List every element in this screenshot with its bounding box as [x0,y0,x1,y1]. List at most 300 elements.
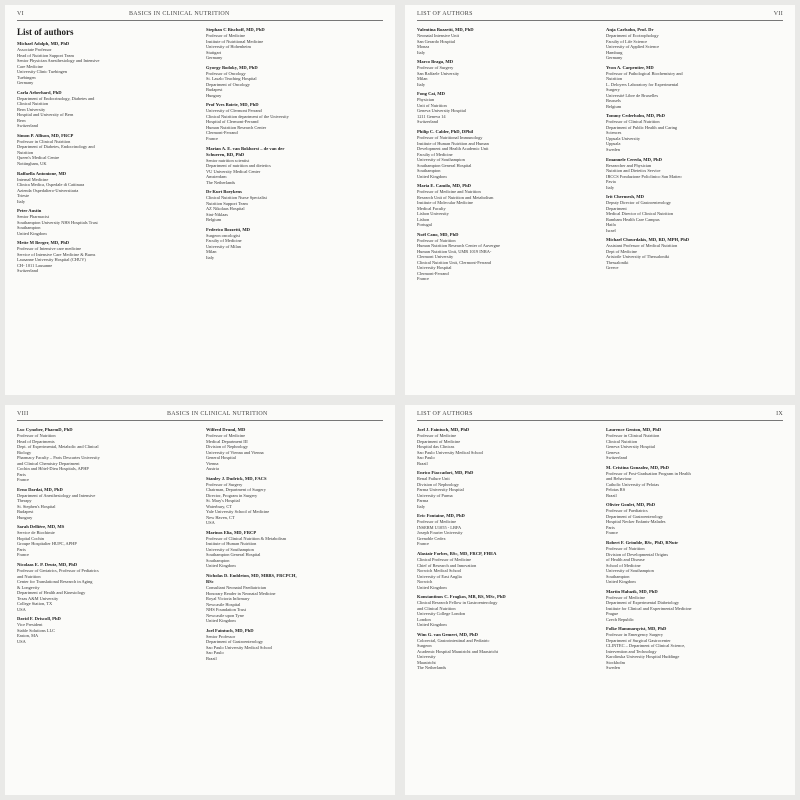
affiliation-line: College Station, TX [17,601,53,607]
affiliation-line: Department of Endocrinology, Diabetes and [17,95,95,101]
affiliation-line: Paris [17,546,26,552]
author-entry [417,513,594,547]
affiliation-line: Queen's Medical Centre [17,155,60,161]
author-columns [17,427,383,665]
author-name: Sarah Dellière, MD, MS [17,524,65,530]
affiliation-line: United Kingdom [417,584,447,590]
affiliation-line: University Hospital [417,265,452,271]
affiliation-line: Nutrition [17,149,34,155]
author-name: Olivier Goulet, MD, PhD [606,502,656,508]
page-vi [5,5,395,395]
affiliation-line: Professor of Medicine and Nutrition [417,189,481,195]
affiliation-line: Czech Republic [606,616,634,622]
author-name: Dr Kurt Boeykens [206,189,242,195]
affiliation-line: Thessaloniki [606,259,629,265]
affiliation-line: of Health and Disease [606,557,645,563]
author-entry [17,616,194,644]
affiliation-line: Consultant Neonatal Paediatrician [206,585,266,591]
author-name: Marian A. E. van Bokhorst – de van der [206,145,285,151]
affiliation-line: Renal Failure Unit [417,476,450,482]
page-number: VI [17,11,24,17]
author-column [206,27,383,278]
author-entry [606,465,783,499]
affiliation-line: Newcastle Hospital [206,601,241,607]
affiliation-line: AZ Nikolaas Hospital [206,206,245,212]
affiliation-line: Nutrition [606,76,623,82]
author-name: Erno Dardai, MD, PhD [17,486,63,492]
author-name: Laurence Genton, MD, PhD [606,427,662,432]
affiliation-line: Cochin and Hôtel-Dieu Hospitals, APHP [17,466,89,471]
affiliation-line: Portugal [417,222,432,228]
affiliation-line: Pavia [606,179,616,185]
affiliation-line: Human Nutrition Unit, UMR 1019 INRA- [417,248,492,254]
author-entry [17,487,194,521]
affiliation-line: Brazil [206,655,217,661]
author-entry [606,194,783,233]
affiliation-line: Greece [606,265,619,271]
affiliation-line: Professor of Nutrition [606,546,645,552]
affiliation-line: Karolinska University Hospital Huddinge [606,654,680,660]
affiliation-line: Grenoble Cedex [417,535,446,541]
author-name: Prof Yves Boirie, MD, PhD [206,102,259,108]
affiliation-line: Medical Director of Clinical Nutrition [606,211,674,217]
author-name: Alastair Forbes, BSc, MD, FRCP, FHEA [417,551,497,557]
page-header [417,11,783,21]
affiliation-line: Austria [206,466,219,471]
author-entry [606,626,783,671]
affiliation-line: Professor of Medicine [206,433,246,438]
affiliation-line: Dept of Medicine [606,248,637,254]
affiliation-line: NHS Foundation Trust [206,607,247,613]
affiliation-line: Senior Physician Anesthesiology and Intensive [17,58,100,63]
affiliation-line: Germany [606,55,623,60]
affiliation-line: Sao Paulo [417,455,435,460]
affiliation-line: Southampton [606,573,630,579]
affiliation-line: Stable Solutions LLC [17,627,56,633]
affiliation-line: Department of Medicine [417,438,461,444]
affiliation-line: Paris [17,471,26,477]
affiliation-line: Hamburg [606,49,623,55]
author-name: Marco Braga, MD [417,59,454,65]
affiliation-line: Hospital and University of Bern [17,112,74,118]
affiliation-line: Professor in Emergency Surgery [606,632,664,638]
author-column [606,27,783,286]
affiliation-line: University of Hohenheim [206,44,251,49]
affiliation-line: Senior Professor [206,633,236,639]
affiliation-line: Institute of Nutritional Medicine [206,38,264,44]
affiliation-line: General Hospital [206,455,236,460]
affiliation-line: 1211 Geneva 14 [417,113,446,119]
affiliation-line: USA [17,606,26,612]
author-name-continued: BSc [206,579,214,585]
author-name: Philip C. Calder, PhD, DPhil [417,129,474,135]
author-entry [206,102,383,141]
affiliation-line: Bern University [17,106,46,112]
affiliation-line: Hospital Necker Enfants-Malades [606,519,666,525]
affiliation-line: Department [606,205,627,211]
affiliation-line: Professor of Medicine [417,433,457,438]
author-name: Folke Hammarqvist, MD, PhD [606,626,667,632]
author-name: Gyorgy Bodoky, MD, PhD [206,64,258,70]
affiliation-line: Southampton [206,557,230,563]
affiliation-line: and Clinical Chemistry Department [17,460,80,466]
author-name: Simon P. Allison, MD, FRCP [17,132,74,138]
affiliation-line: Department of Public Health and Caring [606,124,678,130]
affiliation-line: United Kingdom [206,563,236,569]
affiliation-line: University of Vienna and Vienna [206,449,264,455]
author-entry [606,502,783,536]
author-name: Luc Cynober, PharmD, PhD [17,427,73,432]
affiliation-line: Clinical Nutrition Unit, Clermont-Ferrand [417,259,491,265]
author-entry [417,27,594,55]
affiliation-line: Germany [206,55,223,60]
affiliation-line: Institute of Human Nutrition and Human [417,140,489,146]
affiliation-line: Senior Pharmacist [17,214,50,220]
author-entry [606,65,783,110]
affiliation-line: Lausanne University Hospital (CHUV) [17,257,86,263]
affiliation-line: Clinical Nutrition Nurse Specialist [206,195,267,201]
affiliation-line: Paris [606,524,615,530]
author-entry [17,562,194,612]
affiliation-line: France [17,552,29,558]
author-entry [206,227,383,261]
page-vii [405,5,795,395]
affiliation-line: Clinical Nutrition [606,438,638,444]
affiliation-line: Joseph Fourier University [417,530,463,536]
affiliation-line: Easton, MA [17,633,39,639]
affiliation-line: Professor of Clinical Nutrition & Metabolism [206,535,287,541]
affiliation-line: Texas A&M University [17,595,59,601]
affiliation-line: Milan [206,249,217,255]
affiliation-line: Clermont-Ferrand [417,270,449,276]
affiliation-line: Physician [417,97,435,103]
affiliation-line: Academic Hospital Maastricht and Maastricht [417,648,498,654]
author-column [17,27,194,278]
author-entry [417,551,594,590]
affiliation-line: Newcastle upon Tyne [206,612,244,618]
affiliation-line: United Kingdom [206,618,236,624]
author-entry [206,146,383,186]
affiliation-line: Southampton General Hospital [206,552,261,558]
affiliation-line: University of Southampton [606,568,654,574]
affiliation-line: IRCCS Fondazione Policlinico San Matteo [606,173,682,179]
affiliation-line: Associate Professor [17,47,52,52]
affiliation-line: VU University Medical Center [206,168,261,174]
affiliation-line: University Clinic Tuebingen [17,69,68,74]
author-name: Marinos Elia, MD, FRCP [206,529,257,535]
affiliation-line: Professor of Medicine [206,33,246,38]
author-column [417,27,594,286]
affiliation-line: Division of Nephrology [417,481,459,487]
author-name: Michael Adolph, MD, PhD [17,41,70,46]
author-entry [417,91,594,125]
author-entry [17,240,194,274]
affiliation-line: Norwich Medical School [417,568,462,574]
affiliation-line: Clermont-Ferrand [206,130,238,136]
affiliation-line: Department of Experimental Diabetology [606,600,680,606]
affiliation-line: University of Applied Science [606,44,660,49]
affiliation-line: Brussels [606,98,621,104]
affiliation-line: Milan [417,76,428,82]
affiliation-line: Geneva [606,449,620,455]
affiliation-line: The Netherlands [206,179,236,185]
affiliation-line: Division of Nephrology [206,444,248,449]
affiliation-line: Biology [17,449,32,455]
author-entry [417,232,594,282]
affiliation-line: Division of Developmental Origins [606,551,669,557]
affiliation-line: Italy [417,49,426,55]
affiliation-line: Italy [417,503,426,509]
affiliation-line: Clermont University [417,254,454,260]
author-entry [17,133,194,167]
affiliation-line: Professor of Post-Graduation Program in Health [606,470,691,476]
affiliation-line: University of East Anglia [417,573,462,579]
affiliation-line: Clinical Professor of Medicine [417,557,472,563]
author-entry [206,476,383,526]
affiliation-line: Hopital Cochin [17,535,44,541]
author-name: Wim G. van Gemert, MD, PhD [417,631,478,637]
affiliation-line: Institute of Molecular Medicine [417,200,473,206]
affiliation-line: Therapy [17,498,32,504]
author-name: Yvon A. Carpentier, MD [606,64,654,70]
author-entry [17,90,194,129]
page-header [17,411,383,421]
author-entry [606,113,783,152]
affiliation-line: Unit of Nutrition [417,102,447,108]
affiliation-line: Nottingham, UK [17,160,47,166]
running-title: LIST OF AUTHORS [417,411,473,417]
author-entry [417,594,594,628]
author-entry [417,632,594,671]
affiliation-line: Professor of Surgery [206,481,243,487]
affiliation-line: Geneva University Hospital [606,444,656,449]
affiliation-line: Uppsala [606,141,621,147]
affiliation-line: and Clinical Nutrition [417,605,456,611]
affiliation-line: Belgium [206,217,222,223]
affiliation-line: Department of nutrition and dietetics [206,163,271,169]
affiliation-line: Department of Surgical Gastrocenter [606,637,671,643]
affiliation-line: Aristotle University of Thessaloniki [606,254,670,260]
affiliation-line: Université Libre de Bruxelles [606,92,659,98]
affiliation-line: Italy [606,184,615,190]
affiliation-line: Surgeon oncologist [206,232,240,238]
affiliation-line: CH- 1011 Lausanne [17,262,53,268]
affiliation-line: Research Unit of Nutrition and Metabolism [417,194,494,200]
affiliation-line: Hospital of Clermont-Ferrand [206,119,259,125]
affiliation-line: Switzerland [417,119,438,125]
affiliation-line: San Gerardo Hospital [417,38,456,44]
affiliation-line: Senior nutrition scientist [206,157,250,163]
author-entry [17,427,194,483]
author-entry [17,524,194,558]
affiliation-line: Hospital das Clinicas [417,444,455,449]
author-name: Carla Aeberhard, PhD [17,89,62,95]
author-entry [17,171,194,205]
affiliation-line: Lisbon University [417,211,449,217]
author-entry [606,427,783,461]
affiliation-line: University of Parma [417,492,453,498]
affiliation-line: Neonatal Intensive Unit [417,33,459,38]
affiliation-line: L. Deloyers Laboratory for Experimental [606,81,679,87]
affiliation-line: Faculty of Medicine [206,238,242,244]
author-name: Maria E. Camilo, MD, PhD [417,183,471,189]
affiliation-line: Germany [17,80,34,85]
running-title: LIST OF AUTHORS [417,11,473,17]
affiliation-line: Waterbury, CT [206,503,232,509]
page-number: VIII [17,411,29,417]
author-entry [17,208,194,236]
affiliation-line: and Behaviour [606,476,632,482]
affiliation-line: Service of Intensive Care Medicine & Burns [17,251,96,257]
affiliation-line: United Kingdom [606,579,636,585]
affiliation-line: Honorary Reader in Neonatal Medicine [206,590,276,596]
author-entry [417,183,594,228]
affiliation-line: Switzerland [17,268,38,274]
affiliation-line: Yale University School of Medicine [206,509,270,515]
affiliation-line: France [17,477,29,482]
affiliation-line: Professor of Geriatrics, Professor of Pediatrics [17,568,99,574]
affiliation-line: Professor of Surgery [417,65,454,71]
affiliation-line: Tuebingen [17,74,36,80]
affiliation-line: Geneva University Hospital [417,108,467,114]
author-entry [606,27,783,61]
author-entry [606,237,783,271]
affiliation-line: St. Stephen's Hospital [17,503,56,509]
affiliation-line: Professor of Medicine [417,519,457,525]
affiliation-line: Department of Anesthesiology and Intensive [17,492,96,498]
affiliation-line: Chief of Research and Innovation [417,562,477,568]
affiliation-line: Sciences [606,130,622,136]
affiliation-line: United Kingdom [417,622,447,628]
affiliation-line: Sao Paulo University Medical School [206,644,273,650]
affiliation-line: University [417,654,436,660]
affiliation-line: Institute for Clinical and Experimental Medicine [606,605,692,611]
affiliation-line: Lisbon [417,216,430,222]
author-entry [606,589,783,623]
author-entry [206,427,383,472]
affiliation-line: Dept. of Experimental, Metabolic and Clinical [17,444,99,449]
author-name: Joel J. Faintuch, MD, PhD [417,427,470,432]
author-column [206,427,383,665]
author-name: Stephan C Bischoff, MD, PhD [206,27,265,32]
affiliation-line: Pelotas RS [606,487,626,493]
author-columns [17,27,383,278]
author-name: Robert F. Grimble, BSc, PhD, RNutr [606,540,679,546]
author-name: Eric Fontaine, MD, PhD [417,513,465,519]
affiliation-line: School of Medicine [606,562,641,568]
author-name: Nicholas D. Embleton, MD, MBBS, FRCPCH, [206,573,297,579]
affiliation-line: Human Nutrition Research Center of Auvergne [417,243,500,249]
affiliation-line: Department of Oncology [206,81,250,87]
author-name: Mette M Berger, MD, PhD [17,240,70,246]
running-title: BASICS IN CLINICAL NUTRITION [167,411,268,417]
affiliation-line: Professor of Paediatrics [606,508,648,514]
affiliation-line: Southampton [17,225,41,231]
page-number: VII [773,11,783,17]
author-entry [17,41,194,86]
affiliation-line: Stockholm [606,659,626,665]
author-name: Emanuele Cereda, MD, PhD [606,156,662,162]
author-entry [417,59,594,87]
affiliation-line: Center for Translational Research in Aging [17,579,93,585]
author-columns [417,27,783,286]
affiliation-line: Deputy Director of Gastroenterology [606,200,671,206]
affiliation-line: Head of Nutrition Support Team [17,52,74,58]
affiliation-line: Clinical Research Fellow in Gastroenterology [417,600,498,606]
affiliation-line: Faculty of Life Science [606,38,648,44]
affiliation-line: Italy [17,198,26,204]
author-entry [417,427,594,466]
affiliation-line: INSERM U1055 - LBFA [417,524,462,530]
affiliation-line: USA [17,638,26,644]
affiliation-line: Professor in Clinical Nutrition [606,433,660,438]
author-name-continued: Schueren, RD, PhD [206,151,245,157]
affiliation-line: Nutrition and Dietetics Service [606,168,661,174]
affiliation-line: Pharmacy Faculty – Paris Descartes University [17,455,100,460]
author-name: Fong Cai, MD [417,91,445,97]
affiliation-line: University of Clermont Ferrand [206,108,262,114]
affiliation-line: Care Medicine [17,63,43,69]
section-heading: List of authors [17,27,74,37]
author-name: Michael Chourdakis, MD, RD, MPH, PhD [606,237,690,243]
affiliation-line: Hungary [17,514,33,520]
affiliation-line: Professor of Nutrition [417,237,456,243]
affiliation-line: St. Mary's Hospital [206,498,240,504]
affiliation-line: Stuttgart [206,49,222,55]
affiliation-line: Italy [417,81,426,87]
affiliation-line: Professor of Intensive care medicine [17,246,82,252]
affiliation-line: Amsterdam [206,174,227,180]
affiliation-line: Switzerland [17,123,38,129]
author-name: Konstantinos C. Fragkos, MB, BS, MSc, PhD [417,594,506,600]
affiliation-line: Department of Ecotrophology [606,33,659,38]
affiliation-line: Professor of Nutrition [17,433,56,438]
affiliation-line: Nutrition Support Team [206,200,248,206]
affiliation-line: and Nutrition [17,573,41,579]
affiliation-line: Budapest [206,87,223,93]
affiliation-line: Trieste [17,193,30,199]
affiliation-line: Colorectal, Gastrointestinal and Pediatric [417,637,490,643]
affiliation-line: Prague [606,611,619,617]
affiliation-line: Professor in Clinical Nutrition [17,138,71,144]
affiliation-line: Vienna [206,460,219,466]
author-name: Enrico Fiaccadori, MD, PhD [417,470,474,476]
affiliation-line: Belgium [606,103,622,109]
affiliation-line: Institute of Human Nutrition [206,541,257,547]
author-name: Anja Carlsohn, Prof. Dr [606,27,654,32]
affiliation-line: Sao Paulo University Medical School [417,449,484,455]
affiliation-line: Internal Medicine [17,176,49,182]
affiliation-line: Assistant Professor of Medical Nutrition [606,243,678,249]
affiliation-line: The Netherlands [417,665,447,671]
affiliation-line: CLINTEC – Department of Clinical Science, [606,643,686,649]
author-name: Peter Austin [17,208,42,214]
affiliation-line: Haifa [606,222,616,228]
affiliation-line: Bern [17,117,26,123]
affiliation-line: Medical Department III [206,438,248,444]
affiliation-line: & Longevity [17,584,40,590]
affiliation-line: St. Laszlo Teaching Hospital [206,76,257,82]
affiliation-line: Professor of Medicine [606,594,646,600]
affiliation-line: United Kingdom [417,173,447,179]
affiliation-line: Vice President [17,622,43,628]
affiliation-line: University College London [417,611,466,617]
affiliation-line: London [417,616,431,622]
affiliation-line: Clinica Medica, Ospedale di Cattinara [17,182,85,188]
author-name: Stanley J. Dudrick, MD, FACS [206,475,267,481]
author-name: Irit Chermesh, MD [606,194,644,200]
affiliation-line: Budapest [17,509,34,515]
